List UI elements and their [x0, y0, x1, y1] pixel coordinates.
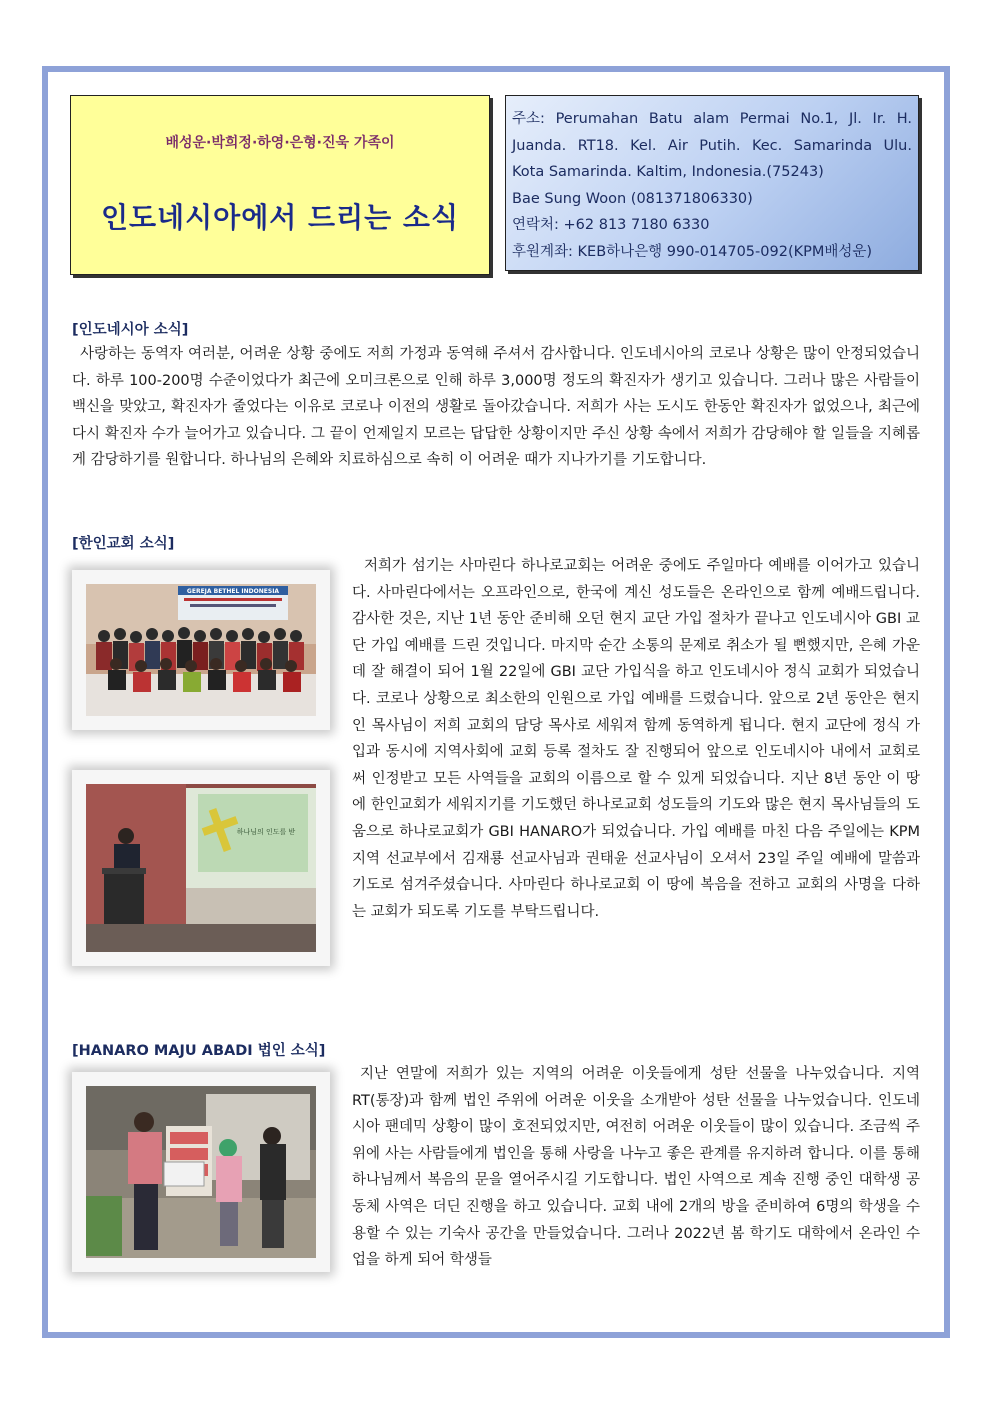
address-line: Kota Samarinda. Kaltim, Indonesia.(75243): [512, 164, 824, 180]
section-body-indonesia: 사랑하는 동역자 여러분, 어려운 상황 중에도 저희 가정과 동역해 주셔서 감사합니다. 인도네시아의 코로나 상황은 많이 안정되었습니다. 하루 100-200명 수준이었다가 최근에 오미크론으로 인해 하루 3,000명 정도의 확진자가 생기고 있습니다. 그러나 많은 사람들이 백신을 맞았고, 확진자가 줄었다는 이유로 코로나 이전의 생활로 돌아갔습니다. 저희가 사는 도시도 한동안 확진자가 없었으나, 최근에 다시 확진자 수가 늘어가고 있습니다. 그 끝이 언제일지 모르는 답답한 상황이지만 주신 상황 속에서 저희가 감당해야 할 일들을 지혜롭게 감당하기를 원합니다. 하나님의 은혜와 치료하심으로 속히 이 어려운 때가 지나가기를 기도합니다.: [72, 346, 920, 469]
preacher-photo: [72, 770, 330, 966]
newsletter-headline: 인도네시아에서 드리는 소식: [100, 201, 460, 234]
address-line: 주소: Perumahan Batu alam Permai No.1, Jl. Ir. H.: [512, 111, 912, 127]
section-title-indonesia: [인도네시아 소식]: [72, 322, 189, 338]
section-title-foundation: [HANARO MAJU ABADI 법인 소식]: [72, 1043, 326, 1059]
gift-photo-image: [86, 1086, 316, 1258]
section-body-church: 저희가 섬기는 사마린다 하나로교회는 어려운 중에도 주일마다 예배를 이어가고 있습니다. 사마린다에서는 오프라인으로, 한국에 계신 성도들은 온라인으로 함께 예배드립니다. 감사한 것은, 지난 1년 동안 준비해 오던 현지 교단 가입 절차가 끝나고 인도네시아 GBI 교단 가입 예배를 드린 것입니다. 마지막 순간 소통의 문제로 취소가 될 뻔했지만, 은혜 가운데 잘 해결이 되어 1월 22일에 GBI 교단 가입식을 하고 인도네시아 정식 교회가 되었습니다. 코로나 상황으로 최소한의 인원으로 가입 예배를 드렸습니다. 앞으로 2년 동안은 현지인 목사님이 저희 교회의 담당 목사로 세워져 함께 동역하게 됩니다. 현지 교단에 정식 가입과 동시에 지역사회에 교회 등록 절차도 잘 진행되어 앞으로 인도네시아 내에서 교회로써 인정받고 모든 사역들을 교회의 이름으로 할 수 있게 되었습니다. 지난 8년 동안 이 땅에 한인교회가 세워지기를 기도했던 하나로교회 성도들의 기도와 많은 현지 목사님들의 도움으로 하나로교회가 GBI HANARO가 되었습니다. 가입 예배를 마친 다음 주일에는 KPM 지역 선교부에서 김재룡 선교사님과 권태윤 선교사님이 오셔서 23일 주일 예배에 말씀과 기도로 섬겨주셨습니다. 사마린다 하나로교회 이 땅에 복음을 전하고 교회의 사명을 다하는 교회가 되도록 기도를 부탁드립니다.: [352, 558, 920, 920]
group-photo-image: [86, 584, 316, 716]
church-group-photo: [72, 570, 330, 730]
section-body-foundation: 지난 연말에 저희가 있는 지역의 어려운 이웃들에게 성탄 선물을 나누었습니다. 지역 RT(통장)과 함께 법인 주위에 어려운 이웃을 소개받아 성탄 선물을 나누었습니다. 인도네시아 팬데믹 상황이 많이 호전되었지만, 여전히 어려운 이웃들이 많이 있습니다. 조금씩 주위에 사는 사람들에게 법인을 통해 사랑을 나누고 좋은 관계를 유지하려 합니다. 이를 통해 하나님께서 복음의 문을 열어주시길 기도합니다. 법인 사역으로 계속 진행 중인 대학생 공동체 사역은 더딘 진행을 하고 있습니다. 교회 내에 2개의 방을 준비하여 6명의 학생을 수용할 수 있는 기숙사 공간을 만들었습니다. 그러나 2022년 봄 학기도 대학에서 온라인 수업을 하게 되어 학생들: [352, 1066, 920, 1269]
section-title-church: [한인교회 소식]: [72, 536, 175, 552]
bank-account: 후원계좌: KEB하나은행 990-014705-092(KPM배성운): [512, 243, 873, 260]
preacher-photo-image: [86, 784, 316, 952]
contact-phone: 연락처: +62 813 7180 6330: [512, 217, 710, 233]
gift-sharing-photo: [72, 1072, 330, 1272]
screen-text: 하나님의 인도를 받: [236, 828, 296, 836]
newsletter-title-box: [70, 95, 490, 275]
name-phone: Bae Sung Woon (081371806330): [512, 190, 753, 207]
address-line: Juanda. RT18. Kel. Air Putih. Kec. Samarinda Ulu.: [512, 137, 912, 154]
banner-text: GEREJA BETHEL INDONESIA: [186, 588, 280, 595]
contact-box: [505, 95, 919, 271]
family-names: 배성운·박희정·하영·은형·진욱 가족이: [165, 135, 395, 151]
